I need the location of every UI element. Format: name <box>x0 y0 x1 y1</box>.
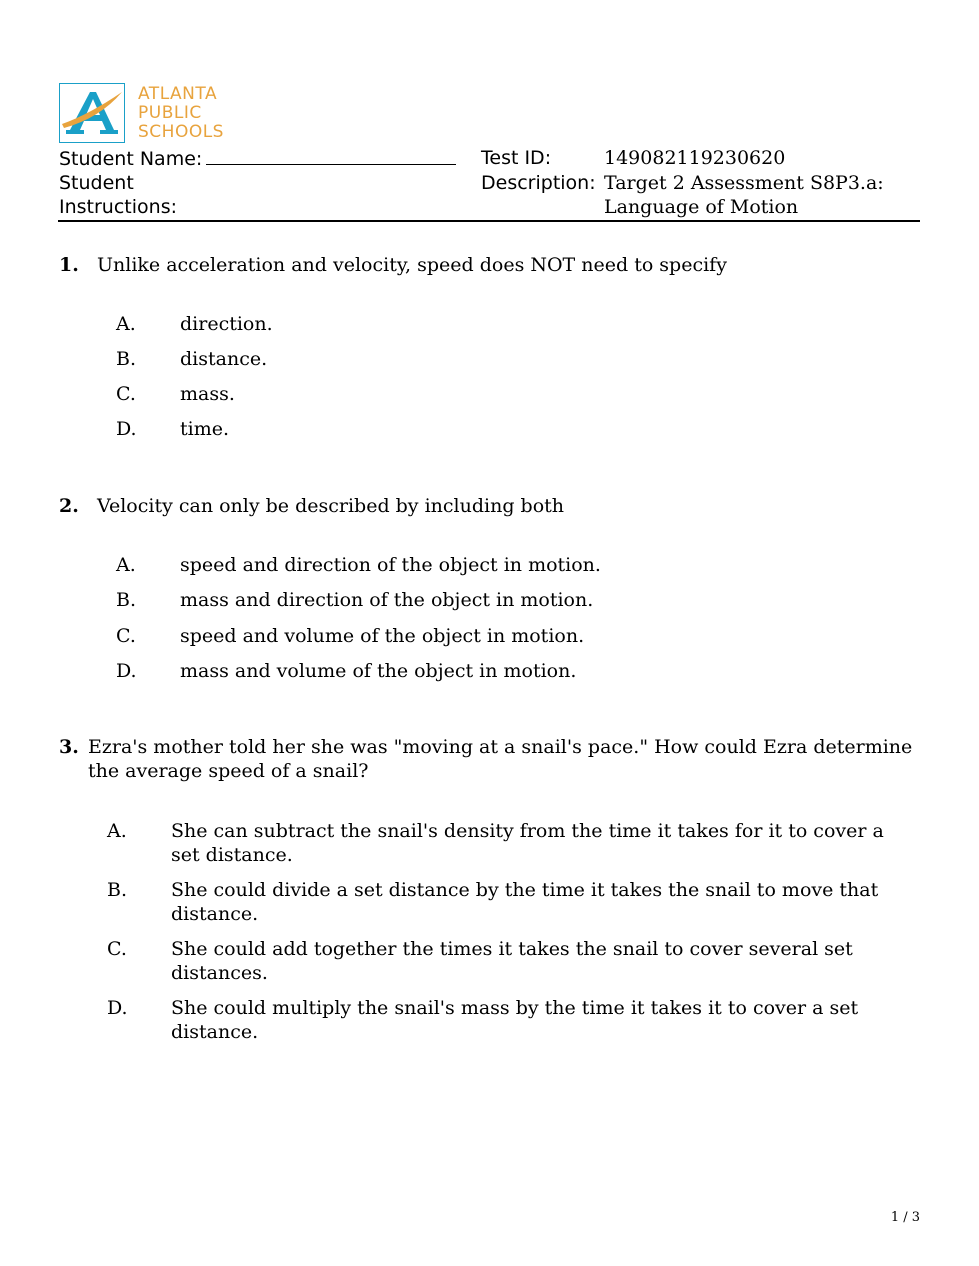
option-letter: A. <box>116 554 136 576</box>
option-letter: A. <box>107 820 127 842</box>
question-text: Velocity can only be described by including both <box>97 495 565 517</box>
student-instructions-label-2: Instructions: <box>59 196 177 218</box>
logo-line-3: SCHOOLS <box>138 122 224 142</box>
description-value-2: Language of Motion <box>604 196 799 218</box>
question-text-line-1: Ezra's mother told her she was "moving at a snail's pace." How could Ezra determine <box>88 736 913 758</box>
option-text: direction. <box>180 313 273 335</box>
option-text: distance. <box>180 348 268 370</box>
option-letter: D. <box>116 660 137 682</box>
question-text-line-2: the average speed of a snail? <box>88 760 369 782</box>
letter-a-logo-icon <box>59 83 125 143</box>
option-letter: B. <box>116 589 137 611</box>
option-text: mass and direction of the object in motion. <box>180 589 594 611</box>
description-value-1: Target 2 Assessment S8P3.a: <box>604 172 884 194</box>
option-text-line-1: She could multiply the snail's mass by the time it takes it to cover a set <box>171 997 859 1019</box>
option-letter: B. <box>107 879 128 901</box>
option-letter: B. <box>116 348 137 370</box>
option-text: mass and volume of the object in motion. <box>180 660 577 682</box>
logo-line-2: PUBLIC <box>138 103 202 123</box>
option-text: speed and volume of the object in motion. <box>180 625 585 647</box>
option-text-line-2: set distance. <box>171 844 293 866</box>
option-text: speed and direction of the object in motion. <box>180 554 601 576</box>
option-letter: A. <box>116 313 136 335</box>
school-logo <box>59 83 229 145</box>
option-text-line-1: She could divide a set distance by the time it takes the snail to move that <box>171 879 879 901</box>
option-text-line-2: distance. <box>171 1021 259 1043</box>
question-number: 3. <box>59 736 79 758</box>
student-name-blank[interactable] <box>206 146 456 165</box>
option-text: time. <box>180 418 230 440</box>
logo-line-1: ATLANTA <box>138 84 218 104</box>
logo-wordmark <box>138 85 224 142</box>
description-label: Description: <box>481 172 596 194</box>
option-letter: C. <box>107 938 127 960</box>
option-letter: D. <box>116 418 137 440</box>
option-text-line-1: She can subtract the snail's density from the time it takes for it to cover a <box>171 820 884 842</box>
question-number: 2. <box>59 495 79 517</box>
student-name-row <box>59 146 456 172</box>
test-id-label: Test ID: <box>481 147 552 169</box>
option-letter: C. <box>116 383 136 405</box>
option-text-line-1: She could add together the times it takes the snail to cover several set <box>171 938 853 960</box>
student-name-label: Student Name: <box>59 148 203 170</box>
option-letter: C. <box>116 625 136 647</box>
page-number: 1 / 3 <box>890 1210 920 1225</box>
option-text: mass. <box>180 383 235 405</box>
option-text-line-2: distances. <box>171 962 268 984</box>
test-id-value: 149082119230620 <box>604 147 786 169</box>
option-text-line-2: distance. <box>171 903 259 925</box>
header-divider <box>58 220 920 222</box>
student-instructions-label-1: Student <box>59 172 134 194</box>
question-number: 1. <box>59 254 79 276</box>
question-text: Unlike acceleration and velocity, speed does NOT need to specify <box>97 254 727 276</box>
option-letter: D. <box>107 997 128 1019</box>
